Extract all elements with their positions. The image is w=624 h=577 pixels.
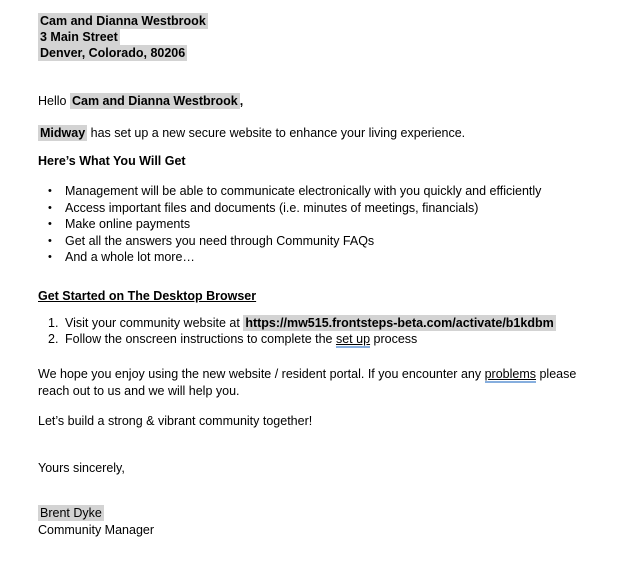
- bullet-icon: •: [48, 218, 52, 230]
- greeting-line: [38, 93, 600, 110]
- greeting-name: Cam and Dianna Westbrook: [71, 94, 238, 108]
- recipient-name: Cam and Dianna Westbrook: [40, 14, 206, 28]
- benefit-text: Management will be able to communicate electronically with you quickly and efficiently: [65, 184, 542, 198]
- recipient-address-block: [38, 13, 600, 61]
- benefit-text: Get all the answers you need through Community FAQs: [65, 233, 375, 248]
- recipient-street-line: [38, 29, 600, 45]
- bullet-icon: •: [48, 201, 52, 214]
- recipient-city-line: [38, 45, 600, 61]
- steps-list: [38, 315, 600, 348]
- get-started-heading: Get Started on The Desktop Browser: [38, 288, 257, 303]
- benefit-text: Access important files and documents (i.e. minutes of meetings, financials): [65, 200, 479, 215]
- company-name: Midway: [40, 126, 86, 140]
- step-text-prefix: Follow the onscreen instructions to complete the: [65, 332, 336, 346]
- set-up-link[interactable]: set up: [335, 332, 371, 346]
- step-item: [38, 331, 600, 348]
- signature-title: Community Manager: [38, 522, 155, 537]
- bullet-icon: •: [48, 234, 52, 247]
- greeting-prefix: Hello: [38, 94, 70, 108]
- recipient-street: 3 Main Street: [40, 30, 118, 44]
- step-text-prefix: Visit your community website at: [65, 315, 244, 330]
- benefit-item: [38, 200, 600, 217]
- support-paragraph: [38, 366, 600, 400]
- recipient-name-line: [38, 13, 600, 29]
- bullet-icon: •: [48, 185, 52, 197]
- benefits-heading: Here’s What You Will Get: [38, 154, 186, 168]
- step-text: [65, 315, 600, 332]
- intro-text: has set up a new secure website to enhance your living experience.: [87, 126, 466, 140]
- step-item: [38, 315, 600, 332]
- benefits-list: [38, 183, 600, 266]
- step-number: 2.: [48, 332, 59, 346]
- benefit-text: And a whole lot more…: [65, 250, 195, 264]
- step-text: [65, 331, 600, 348]
- signature-name: Brent Dyke: [40, 505, 102, 520]
- signature-name-line: [38, 505, 600, 522]
- benefit-item: [38, 216, 600, 233]
- benefit-item: [38, 249, 600, 266]
- benefit-item: [38, 233, 600, 250]
- community-line: Let’s build a strong & vibrant community together!: [38, 413, 313, 428]
- recipient-city: Denver, Colorado, 80206: [40, 46, 186, 60]
- problems-link[interactable]: problems: [484, 366, 536, 381]
- activation-url-link[interactable]: https://mw515.frontsteps-beta.com/activate/b1kdbm: [245, 315, 554, 330]
- bullet-icon: •: [48, 251, 52, 263]
- step-number: 1.: [48, 315, 59, 330]
- step-text-suffix: process: [370, 332, 418, 346]
- benefit-item: [38, 183, 600, 200]
- signature-block: [38, 505, 600, 539]
- support-text-2: please reach out to us and we will help you.: [38, 366, 577, 398]
- valediction: Yours sincerely,: [38, 460, 125, 475]
- greeting-comma: ,: [239, 94, 244, 108]
- support-text-1: We hope you enjoy using the new website / resident portal. If you encounter any: [38, 366, 485, 381]
- intro-paragraph: [38, 125, 600, 142]
- benefit-text: Make online payments: [65, 217, 191, 231]
